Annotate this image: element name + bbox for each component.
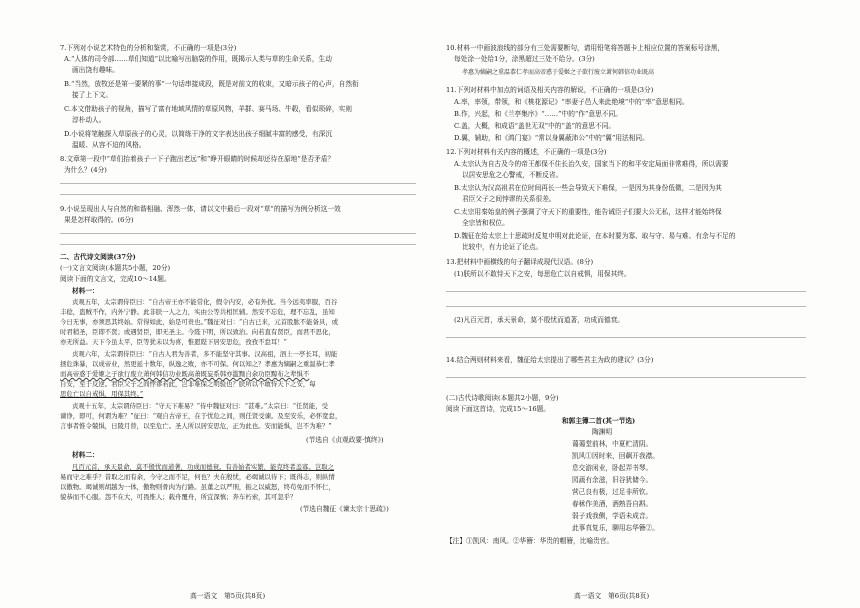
- question-9-cont: 果是怎样取得的。(6分): [64, 216, 134, 224]
- poem-line: 园蔬有余滋，旧谷犹储今。: [572, 476, 653, 484]
- question-9: 9.小说呈现出人与自然的和谐相融、浑然一体，请以文中最后一段对“草”的描写为例分析这一效: [60, 205, 341, 213]
- poem-line: 营己良有极，过足非所钦。: [572, 488, 653, 496]
- option-b-cont: 君臣父子之间悖谬的关系很差。: [462, 195, 556, 203]
- option-d-cont: 比较中，有力论证了论点。: [462, 243, 543, 251]
- marks-text: 孝惠为嫡嗣之重温恭仁孝而高帝惑于爱姬之子欲行废立萧何韩信功业既高: [462, 69, 655, 76]
- question-8-cont: 为什么？(4分): [64, 166, 107, 174]
- section-heading: 二、古代诗文阅读(37分): [60, 253, 136, 261]
- option-b-cont: 接了上下文。: [72, 91, 113, 99]
- passage-line: 易而守之难乎？昔取之而有余，今守之而不足，何也？夫在殷忧，必竭诚以待下；既得志，则纵情: [60, 473, 335, 481]
- poem-line: 蔼蔼堂前林，中夏贮清阴。: [572, 440, 653, 448]
- translate-item-1: (1)朕所以不敢恃天下之安，每思危亡以自戒惧，用保其终。: [454, 270, 631, 278]
- question-10-cont: 每处涂一处给1分，涂黑超过三处不给分。(3分): [454, 55, 595, 63]
- passage-line: 贞观五年，太宗谓侍臣曰：“自古帝王亦不能常化，假令内安，必有外扰。当今远夷率服，百谷: [72, 298, 338, 306]
- answer-line: [60, 244, 416, 245]
- option-c: C.盖，大概，和成语“盖世无双”中的“盖”的意思不同。: [454, 122, 616, 130]
- answer-line: [446, 377, 806, 378]
- question-7: 7.下列对小说艺术特色的分析和鉴赏，不正确的一项是(3分): [60, 44, 237, 52]
- source-citation: (节选自《贞观政要·慎终》): [306, 436, 384, 444]
- passage-line: 貌恭而不心服。怨不在大，可畏惟人；载舟覆舟，所宜深慎；奔车朽索，其可忽乎？: [60, 493, 297, 501]
- wavy-line-passage: 而高帝惑于爱姬之子欲行废立萧何韩信功业既高萧既妄系韩亦滥黜自余功臣黥布之辈惧不: [60, 370, 310, 378]
- passage-line: 贞观六年，太宗谓侍臣曰：“自古人君为善者，多不能坚守其事。汉高祖，泗上一亭长耳，初能: [72, 350, 338, 358]
- poem-line: 此事真复乐，聊用忘华簪②。: [572, 524, 659, 532]
- question-12: 12.下列对材料有关内容的概述，不正确的一项是(3分): [446, 148, 607, 156]
- underlined-sentence: 凡百元首，承天景命，莫不殷忧而道著，功成而德衰。有善始者实繁，能克终者盖寡。岂取之: [72, 463, 335, 471]
- option-d: D.小说将笔触探入草原孩子的心灵，以简练干净的文字表达出孩子细腻丰富的感受，有深沉: [64, 130, 333, 138]
- passage-line: 时君稍圣，臣即不贤；或遇贤臣，即无圣主。今陛下明，所以致治。向若直有贤臣，而君不思化，: [60, 328, 335, 336]
- underlined-sentence: 思危亡以自戒惧，用保其终。”: [60, 390, 144, 398]
- option-c-cont: 淳朴动人。: [72, 116, 106, 124]
- option-a-cont: 画出饶有趣味。: [72, 66, 119, 74]
- answer-line: [60, 183, 416, 184]
- option-a: A.率，率领，带领，和《桃花源记》“率妻子邑人来此绝境”中的“率”意思相同。: [454, 98, 689, 106]
- reading-instruction: 阅读下面的文言文，完成10～14题。: [60, 275, 171, 283]
- left-page: [60, 0, 422, 608]
- answer-line: [60, 194, 416, 195]
- page-footer: 高一语文 第5页(共8页): [190, 592, 266, 600]
- question-10: 10.材料一中画波浪线的部分有三处需要断句，请用铅笔将答题卡上相应位置的答案标号涂黑，: [446, 44, 725, 52]
- poem-title: 和郭主簿二首(其一节选): [562, 417, 636, 425]
- material-two-label: 材料二：: [72, 451, 99, 459]
- option-c: C.本文借助孩子的视角，描写了富有地域风情的草原风物，羊群、赛马场、牛毂，看似琐碎，实则: [64, 105, 352, 113]
- option-b: B.作，兴起，和《兰亭集序》“……”中的“作”意思不同。: [454, 110, 622, 118]
- poem-author: 陶渊明: [592, 428, 613, 436]
- right-page: [446, 0, 808, 608]
- option-b: B.“当然，放牧还是第一要紧的事”一句话串接成段，既是对前文的收束，又暗示孩子的心声，自然衔: [64, 80, 359, 88]
- passage-line: 谏诤，即可，何谓为难？”征曰：“观自古帝王，在于忧危之间，则任贤受谏。及至安乐，必怀宽怠，: [60, 412, 342, 420]
- answer-line: [60, 233, 416, 234]
- passage-line: 拯危诛暴，以成帝业，然更延十数年，纵逸之败，亦不可保。何以知之？孝惠为嫡嗣之重温恭仁孝: [60, 360, 335, 368]
- option-d-cont: 温暖、从容不迫的风格。: [72, 141, 146, 149]
- option-d: D.翼，辅助，和《鸿门宴》“常以身翼蔽沛公”中的“翼”用法相同。: [454, 134, 649, 142]
- page-footer: 高一语文 第6页(共8页): [574, 592, 650, 600]
- option-b: B.太宗认为汉高祖君在位时间再长一些会导致天下难保，一是因为其身份低微，二是因为其: [454, 184, 722, 192]
- answer-line: [446, 291, 806, 292]
- question-11: 11.下列对材料中加点的词语及相关内容的解说，不正确的一项是(3分): [446, 86, 654, 94]
- question-8: 8.文章第一段中“草们抬着孩子一下子跑出老远”和“睁开眼睛的时候却还待在原地”是否矛盾？: [60, 155, 335, 163]
- poem-line: 凯风①因时来，回飙开我襟。: [572, 452, 659, 460]
- poetry-instruction: 阅读下面这首诗，完成15～16题。: [446, 405, 550, 413]
- poetry-subsection: (二)古代诗歌阅读(本题共2小题，9分): [446, 394, 559, 402]
- question-14: 14.结合两则材料来看，魏征给太宗提出了哪些君主为政的建议？(3分): [446, 356, 654, 364]
- poem-line: 春秫作美酒，酒熟吾自斟。: [572, 500, 653, 508]
- passage-line: 自安，至于反逆。君臣父子之间悖谬若此，岂非难保之明验也？朕所以不敢恃天下之安，每: [60, 380, 316, 388]
- answer-line: [446, 306, 806, 307]
- answer-marks-row: [462, 68, 654, 77]
- passage-line: 以傲物。竭诚则胡越为一体，傲物则骨肉为行路。虽董之以严刑，振之以威怒，终苟免而不怀仁，: [60, 483, 335, 491]
- option-d: D.魏征在给太宗上十思疏时反复申明对此论证，在本时要为寡、取与守、易与难、有余与不足的: [454, 232, 736, 240]
- option-a: A.“人体的司令部……草们知道”以比喻写出脑袋的作用，既揭示人类与草的生命关系，生动: [64, 55, 332, 63]
- passage-line: 丰稔，盗贼不作，内外宁静。此非朕一人之力，实由公等共相匡辅。然安不忘危，理不忘乱，虽知: [60, 308, 335, 316]
- poem-line: 息交游闲业，卧起弄书琴。: [572, 464, 653, 472]
- passage-line: 亦无所益。天下今虽太平，臣等犹未以为喜，惟愿陛下居安思危，孜孜不怠耳！”: [60, 338, 287, 346]
- passage-line: 言事者惟令兢惧，日陵月替，以至危亡。圣人所以居安思危，正为此也。安而能惧，岂不为难？”: [60, 422, 332, 430]
- answer-line: [446, 337, 806, 338]
- passage-line: 贞观十五年，太宗谓侍臣曰：“守天下难易？”侍中魏征对曰：“甚难。”太宗曰：“任贤能，受: [72, 402, 328, 410]
- question-13: 13.把材料中画横线的句子翻译成现代汉语。(8分): [446, 258, 594, 266]
- translate-item-2: (2)凡百元首，承天景命，莫不殷忧而道著，功成而德衰。: [454, 316, 624, 324]
- option-c: C.太宗用秦始皇的例子强调了守天下的重要性，能告诫臣子们要大公无私，这样才能始终保: [454, 208, 722, 216]
- subsection-heading: (一)文言文阅读(本题共5小题，20分): [60, 264, 171, 272]
- poem-line: 弱子戏我侧，学语未成音。: [572, 512, 653, 520]
- option-a-cont: 以居安思危之心警戒，不断反省。: [462, 171, 563, 179]
- passage-line: 今日无事，亦须思其终始。常得如此，始是可贵也。”魏征对曰：“自古已来，元首股肱不能备具，或: [60, 318, 339, 326]
- source-citation: (节选自魏征《谏太宗十思疏》): [300, 505, 389, 513]
- option-c-cont: 全宗皆和权位。: [462, 219, 509, 227]
- option-a: A.太宗认为自古及今的帝王都保不住长治久安，国家当下的和平安定局面非常难得，所以需要: [454, 160, 729, 168]
- poem-note: 【注】①凯风：南风。②华簪：华贵的帽簪，比喻贵官。: [446, 537, 614, 545]
- material-one-label: 材料一：: [72, 287, 99, 295]
